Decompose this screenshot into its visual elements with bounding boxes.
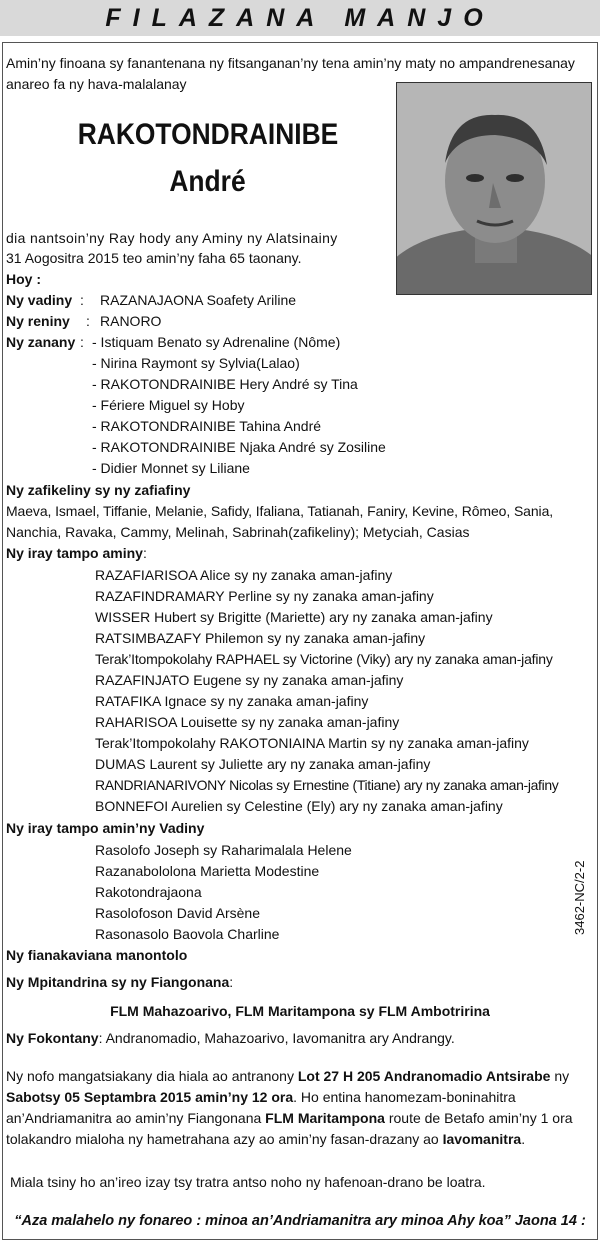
family-label: Ny fianakaviana manontolo — [6, 947, 188, 963]
sibling-item: RAZAFINJATO Eugene sy ny zanaka aman-jafiny — [95, 672, 404, 688]
church-names: FLM Mahazoarivo, FLM Maritampona sy FLM Ambotririna — [110, 1003, 490, 1019]
grandchildren-line-2: Nanchia, Ravaka, Cammy, Melinah, Sabrinah(zafikeliny); Metyciah, Casias — [6, 524, 470, 540]
spouse-siblings-label: Ny iray tampo amin’ny Vadiny — [6, 820, 205, 836]
sibling-item: WISSER Hubert sy Brigitte (Mariette) ary ny zanaka aman-jafiny — [95, 609, 493, 625]
church-label: Ny Mpitandrina sy ny Fiangonana: — [6, 974, 234, 990]
child-item: - Didier Monnet sy Liliane — [92, 460, 250, 476]
child-item: - RAKOTONDRAINIBE Tahina André — [92, 418, 322, 434]
funeral-paragraph: Ny nofo mangatsiakany dia hiala ao antranony Lot 27 H 205 Andranomadio Antsirabe ny Sabotsy 05 Septambra 2015 amin’ny 12 ora. Ho entina hanomezam-boninahitra an’Andriamanitra ao amin’ny Fiangonana FLM Maritampona route de Betafo amin’ny 1 ora tolakandro mialoha ny hametrahana azy ao amin’ny fasan-drazany ao Iavomanitra. — [6, 1068, 573, 1147]
father-name: RAZANAJAONA Soafety Ariline — [100, 292, 297, 308]
siblings-label: Ny iray tampo aminy: — [6, 545, 147, 561]
child-item: - RAKOTONDRAINIBE Hery André sy Tina — [92, 376, 358, 392]
deceased-firstname: André — [169, 165, 246, 198]
child-item: - Fériere Miguel sy Hoby — [92, 397, 245, 413]
father-colon: : — [80, 292, 84, 308]
children-label: Ny zanany — [6, 334, 76, 350]
portrait-photo — [396, 82, 592, 295]
sibling-item: Terak’Itompokolahy RAPHAEL sy Victorine (Viky) ary ny zanaka aman-jafiny — [95, 651, 553, 667]
header-bar — [0, 0, 600, 36]
mother-name: RANORO — [100, 313, 162, 329]
grandchildren-line-1: Maeva, Ismael, Tiffanie, Melanie, Safidy, Ifaliana, Tatianah, Faniry, Kevine, Rômeo, Sania, — [6, 503, 554, 519]
sibling-item: RANDRIANARIVONY Nicolas sy Ernestine (Titiane) ary ny zanaka aman-jafiny — [95, 777, 559, 793]
death-line-1: dia nantsoin’ny Ray hody any Aminy ny Alatsinainy — [6, 230, 338, 246]
hoy-label: Hoy : — [6, 271, 41, 287]
grandchildren-label: Ny zafikeliny sy ny zafiafiny — [6, 482, 191, 498]
bible-verse: “Aza malahelo ny fonareo : minoa an’Andriamanitra ary minoa Ahy koa” Jaona 14 : — [14, 1213, 586, 1229]
fokontany-line: Ny Fokontany: Andranomadio, Mahazoarivo, Iavomanitra ary Andrangy. — [6, 1030, 455, 1046]
spouse-sibling-item: Razanabololona Marietta Modestine — [95, 863, 320, 879]
apology-text: Miala tsiny ho an’ireo izay tsy tratra antso noho ny hafenoan-drano be loatra. — [10, 1174, 486, 1190]
death-line-2: 31 Aogositra 2015 teo amin’ny faha 65 taonany. — [6, 250, 302, 266]
child-item: - RAKOTONDRAINIBE Njaka André sy Zosiline — [92, 439, 386, 455]
sibling-item: DUMAS Laurent sy Juliette ary ny zanaka aman-jafiny — [95, 756, 431, 772]
sibling-item: Terak’Itompokolahy RAKOTONIAINA Martin sy ny zanaka aman-jafiny — [95, 735, 529, 751]
spouse-sibling-item: Rasolofo Joseph sy Raharimalala Helene — [95, 842, 352, 858]
mother-colon: : — [86, 313, 90, 329]
sibling-item: RATAFIKA Ignace sy ny zanaka aman-jafiny — [95, 693, 369, 709]
intro-line-2: anareo fa ny hava-malalanay — [6, 76, 187, 92]
spouse-sibling-item: Rasolofoson David Arsène — [95, 905, 260, 921]
spouse-sibling-item: Rasonasolo Baovola Charline — [95, 926, 280, 942]
spouse-sibling-item: Rakotondrajaona — [95, 884, 202, 900]
father-label: Ny vadiny — [6, 292, 73, 308]
mother-label: Ny reniny — [6, 313, 70, 329]
sibling-item: RAHARISOA Louisette sy ny zanaka aman-jafiny — [95, 714, 400, 730]
children-colon: : — [80, 334, 84, 350]
intro-line-1: Amin’ny finoana sy fanantenana ny fitsanganan’ny tena amin’ny maty no ampandrenesanay — [6, 55, 575, 71]
sibling-item: BONNEFOI Aurelien sy Celestine (Ely) ary ny zanaka aman-jafiny — [95, 798, 503, 814]
sibling-item: RATSIMBAZAFY Philemon sy ny zanaka aman-jafiny — [95, 630, 426, 646]
sibling-item: RAZAFINDRAMARY Perline sy ny zanaka aman-jafiny — [95, 588, 434, 604]
deceased-surname: RAKOTONDRAINIBE — [77, 118, 339, 151]
reference-code: 3462-NC/2-2 — [572, 860, 587, 935]
child-item: - Nirina Raymont sy Sylvia(Lalao) — [92, 355, 300, 371]
child-item: - Istiquam Benato sy Adrenaline (Nôme) — [92, 334, 341, 350]
notice-title: FILAZANA MANJO — [105, 4, 495, 32]
sibling-item: RAZAFIARISOA Alice sy ny zanaka aman-jafiny — [95, 567, 393, 583]
